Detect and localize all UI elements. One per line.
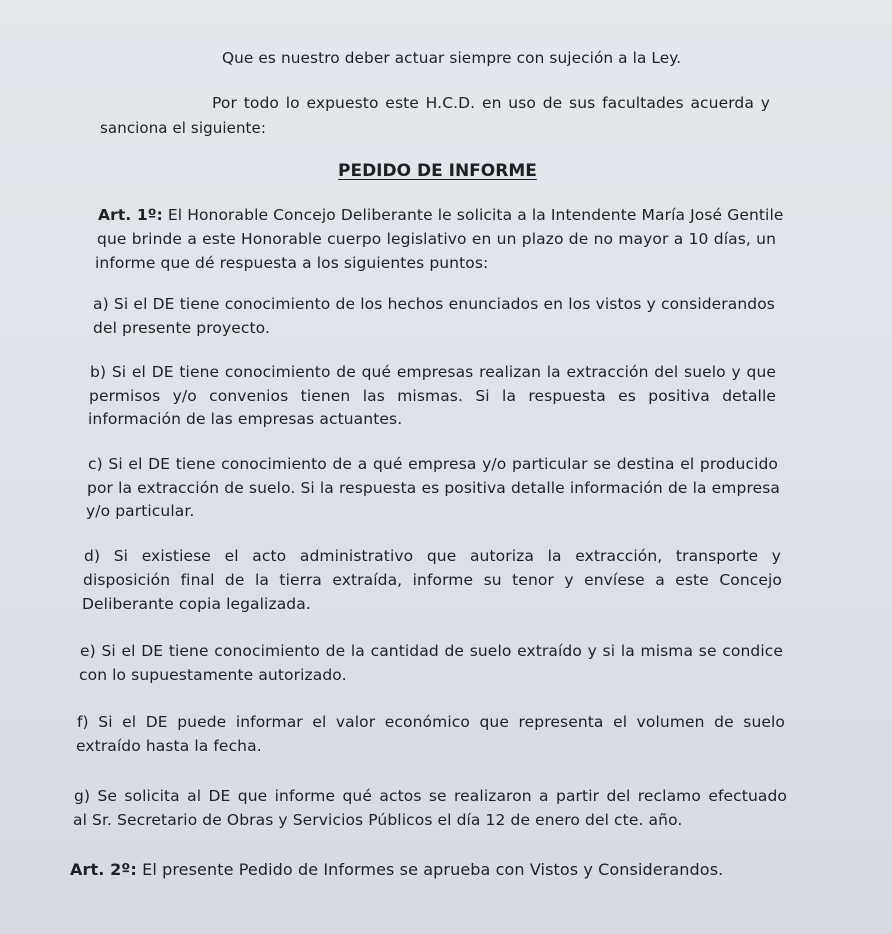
intro-line-2: Por todo lo expuesto este H.C.D. en uso de sus facultades acuerda y: [212, 94, 770, 112]
document-heading: PEDIDO DE INFORME: [338, 161, 537, 181]
art1-text: El Honorable Concejo Deliberante le solicita a la Intendente María José Gentile: [162, 206, 784, 224]
item-b-line-1: b) Si el DE tiene conocimiento de qué empresas realizan la extracción del suelo y que: [90, 363, 776, 381]
item-d-line-3: Deliberante copia legalizada.: [82, 595, 311, 613]
item-b-line-2: permisos y/o convenios tienen las mismas. Si la respuesta es positiva detalle: [89, 387, 776, 405]
intro-line-1: Que es nuestro deber actuar siempre con sujeción a la Ley.: [222, 49, 682, 67]
item-e-line-2: con lo supuestamente autorizado.: [79, 666, 347, 684]
art2-line: [70, 862, 723, 878]
item-g-line-1: g) Se solicita al DE que informe qué actos se realizaron a partir del reclamo efectuado: [74, 787, 787, 805]
art1-label: Art. 1º:: [98, 206, 163, 224]
item-a-line-2: del presente proyecto.: [93, 319, 270, 337]
item-f-line-1: f) Si el DE puede informar el valor económico que representa el volumen de suelo: [77, 713, 785, 731]
art2-text: El presente Pedido de Informes se aprueba con Vistos y Considerandos.: [136, 860, 724, 879]
art1-line-2: que brinde a este Honorable cuerpo legislativo en un plazo de no mayor a 10 días, un: [97, 230, 776, 248]
art2-label: Art. 2º:: [70, 860, 137, 879]
item-g-line-2: al Sr. Secretario de Obras y Servicios Públicos el día 12 de enero del cte. año.: [73, 811, 683, 829]
item-a-line-1: a) Si el DE tiene conocimiento de los hechos enunciados en los vistos y considerandos: [93, 295, 775, 313]
item-f-line-2: extraído hasta la fecha.: [76, 737, 262, 755]
item-c-line-1: c) Si el DE tiene conocimiento de a qué empresa y/o particular se destina el producido: [88, 455, 778, 473]
intro-line-3: sanciona el siguiente:: [100, 119, 267, 137]
item-d-line-2: disposición final de la tierra extraída, informe su tenor y envíese a este Concejo: [83, 571, 782, 589]
art1-line-3: informe que dé respuesta a los siguientes puntos:: [95, 254, 489, 272]
art1-line-1: [98, 206, 784, 224]
item-c-line-3: y/o particular.: [86, 502, 195, 520]
item-d-line-1: d) Si existiese el acto administrativo que autoriza la extracción, transporte y: [84, 547, 781, 565]
item-b-line-3: información de las empresas actuantes.: [88, 410, 403, 428]
item-e-line-1: e) Si el DE tiene conocimiento de la cantidad de suelo extraído y si la misma se condice: [80, 642, 783, 660]
item-c-line-2: por la extracción de suelo. Si la respuesta es positiva detalle información de la empresa: [87, 479, 780, 497]
